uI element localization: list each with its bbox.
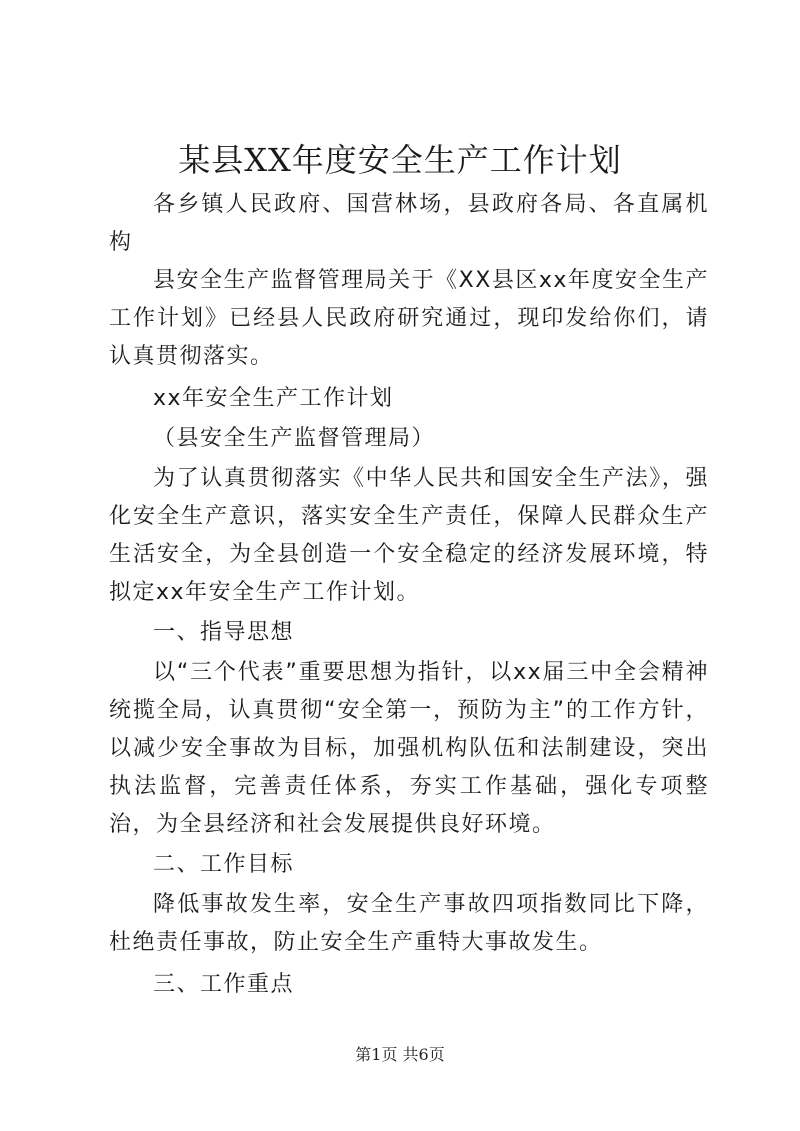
intro-paragraph: 为了认真贯彻落实《中华人民共和国安全生产法》，强化安全生产意识，落实安全生产责任，保障人民群众生产生活安全，为全县创造一个安全稳定的经济发展环境，特拟定xx年安全生产工作计划。 — [109, 466, 709, 605]
guiding-ideology-paragraph: 以“三个代表”重要思想为指针，以xx届三中全会精神统揽全局，认真贯彻“安全第一，预防为主”的工作方针，以减少安全事故为目标，加强机构队伍和法制建设，突出执法监督，完善责任体系，夯实工作基础，强化专项整治，为全县经济和社会发展提供良好环境。 — [109, 660, 709, 837]
work-goals-paragraph: 降低事故发生率，安全生产事故四项指数同比下降，杜绝责任事故，防止安全生产重特大事故发生。 — [109, 892, 709, 955]
section-heading-guiding-ideology: 一、指导思想 — [153, 620, 295, 645]
issuer-line: （县安全生产监督管理局） — [153, 426, 436, 451]
section-heading-work-goals: 二、工作目标 — [153, 852, 295, 877]
notice-paragraph: 县安全生产监督管理局关于《XX县区xx年度安全生产工作计划》已经县人民政府研究通过，现印发给你们，请认真贯彻落实。 — [109, 268, 709, 369]
document-title: 某县XX年度安全生产工作计划 — [178, 141, 622, 179]
document-body — [109, 186, 709, 1004]
addressee-line: 各乡镇人民政府、国营林场，县政府各局、各直属机构 — [109, 192, 709, 255]
plan-subtitle: xx年安全生产工作计划 — [153, 386, 394, 411]
section-heading-work-focus: 三、工作重点 — [153, 972, 295, 997]
page-number-footer: 第1页 共6页 — [355, 1045, 445, 1064]
